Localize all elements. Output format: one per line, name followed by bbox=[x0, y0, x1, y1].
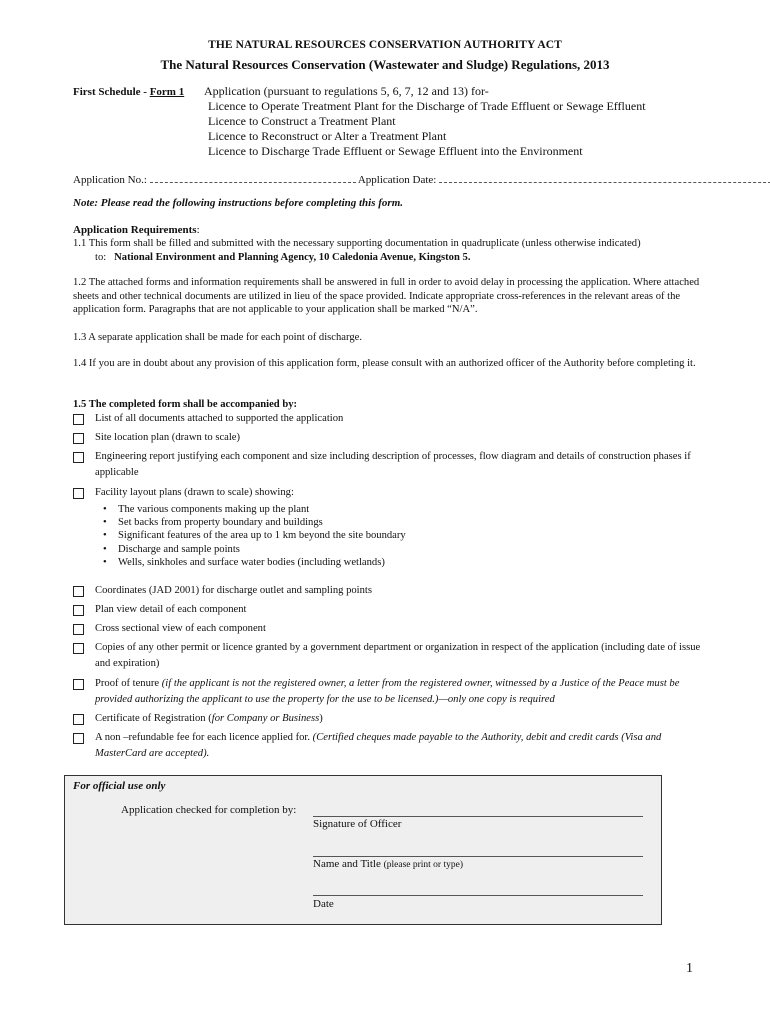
checkbox[interactable] bbox=[73, 586, 84, 597]
requirements-heading-text: Application Requirements bbox=[73, 224, 197, 236]
paragraph-1-2: 1.2 The attached forms and information requirements shall be answered in full in order to avoid delay in processing the application. Where attached sheets and other technical documents are utilized in lieu of the space provided. Indicate appropriate cross-references in the relevant areas of the application form. Paragraphs that are not applicable to your application shall be marked “N/A”. bbox=[73, 277, 700, 315]
checklist-item-label: Engineering report justifying each component and size including description of processes, flow diagram and details of construction phases if applicable bbox=[95, 451, 691, 478]
schedule-lines bbox=[204, 84, 646, 159]
bullet-text: Set backs from property boundary and buildings bbox=[118, 517, 323, 529]
checkbox[interactable] bbox=[73, 733, 84, 744]
bullet-text: Wells, sinkholes and surface water bodies (including wetlands) bbox=[118, 556, 385, 568]
name-title-line[interactable] bbox=[313, 856, 643, 857]
paragraph-1-4: 1.4 If you are in doubt about any provision of this application form, please consult with an authorized officer of the Authority before completing it. bbox=[73, 358, 696, 369]
checklist-item-note: (Certified cheques made payable to the Authority, debit and credit cards (Visa and MasterCard are accepted). bbox=[95, 732, 662, 759]
checkbox[interactable] bbox=[73, 714, 84, 725]
list-item bbox=[103, 529, 406, 542]
signature-line[interactable] bbox=[313, 816, 643, 817]
checkbox[interactable] bbox=[73, 452, 84, 463]
checkbox[interactable] bbox=[73, 679, 84, 690]
checklist-item-text: Proof of tenure bbox=[95, 678, 162, 689]
paragraph-1-5-heading: 1.5 The completed form shall be accompanied by: bbox=[73, 399, 298, 410]
bullet-text: Discharge and sample points bbox=[118, 543, 240, 555]
agency-address: National Environment and Planning Agency, 10 Caledonia Avenue, Kingston 5. bbox=[114, 251, 471, 263]
page-number: 1 bbox=[686, 961, 693, 976]
bullet-dot: • bbox=[103, 504, 107, 515]
schedule-line-intro: Application (pursuant to regulations 5, 6, 7, 12 and 13) for- bbox=[204, 84, 489, 98]
checklist-item-text: A non –refundable fee for each licence applied for. bbox=[95, 732, 313, 743]
act-title: THE NATURAL RESOURCES CONSERVATION AUTHORITY ACT bbox=[208, 39, 562, 51]
note-instructions: Note: Please read the following instructions before completing this form. bbox=[73, 197, 403, 209]
paragraph-1-1-address bbox=[73, 251, 705, 265]
schedule-line-construct: Licence to Construct a Treatment Plant bbox=[208, 114, 396, 128]
checklist-item-label: Site location plan (drawn to scale) bbox=[95, 432, 241, 443]
application-number-label: Application No.: bbox=[73, 174, 147, 186]
paragraph-1-1-text: 1.1 This form shall be filled and submitted with the necessary supporting documentation in quadruplicate (unless otherwise indicated) bbox=[73, 238, 641, 249]
checklist-item-label: Cross sectional view of each component bbox=[95, 623, 266, 634]
name-title-text: Name and Title bbox=[313, 858, 381, 870]
official-use-title: For official use only bbox=[73, 780, 166, 792]
checkbox[interactable] bbox=[73, 414, 84, 425]
checklist-item-text: Certificate of Registration ( bbox=[95, 713, 212, 724]
paragraph-1-3: 1.3 A separate application shall be made for each point of discharge. bbox=[73, 332, 362, 343]
checklist-item-suffix: ) bbox=[319, 713, 323, 724]
checklist-item-note: for Company or Business bbox=[211, 713, 320, 724]
checkbox[interactable] bbox=[73, 624, 84, 635]
checklist-item-label: Coordinates (JAD 2001) for discharge outlet and sampling points bbox=[95, 585, 372, 596]
list-item bbox=[103, 503, 406, 516]
checklist-item-label: List of all documents attached to supported the application bbox=[95, 413, 344, 424]
checklist-item-label bbox=[95, 711, 705, 727]
checklist-item-label: Facility layout plans (drawn to scale) showing: bbox=[95, 487, 294, 498]
schedule-line-discharge: Licence to Discharge Trade Effluent or Sewage Effluent into the Environment bbox=[208, 144, 583, 158]
application-number-field[interactable] bbox=[150, 172, 356, 183]
checkbox[interactable] bbox=[73, 488, 84, 499]
application-date-label: Application Date: bbox=[357, 174, 437, 186]
form-number: Form 1 bbox=[149, 86, 185, 98]
paragraph-1-1 bbox=[73, 237, 705, 264]
bullet-dot: • bbox=[103, 543, 107, 555]
to-label: to: bbox=[95, 251, 107, 263]
application-date-field[interactable] bbox=[439, 172, 770, 183]
list-item bbox=[103, 556, 406, 569]
checked-by-label: Application checked for completion by: bbox=[121, 804, 297, 816]
bullet-dot: • bbox=[103, 530, 107, 542]
requirements-heading-colon: : bbox=[196, 224, 200, 236]
application-line bbox=[73, 172, 770, 186]
schedule-line-operate: Licence to Operate Treatment Plant for the Discharge of Trade Effluent or Sewage Effluent bbox=[208, 99, 646, 113]
checkbox[interactable] bbox=[73, 643, 84, 654]
checkbox[interactable] bbox=[73, 605, 84, 616]
name-title-hint: (please print or type) bbox=[383, 860, 463, 870]
layout-plan-bullets bbox=[103, 503, 406, 569]
schedule-label bbox=[73, 86, 184, 98]
list-item bbox=[103, 543, 406, 556]
bullet-text: The various components making up the plant bbox=[118, 504, 310, 515]
checklist-item-label: Plan view detail of each component bbox=[95, 604, 247, 615]
checklist-item-label: Copies of any other permit or licence granted by a government department or organization in respect of the application (including date of issue and expiration) bbox=[95, 642, 701, 669]
official-use-box bbox=[64, 775, 662, 925]
list-item bbox=[103, 516, 406, 529]
date-line[interactable] bbox=[313, 895, 643, 896]
date-label: Date bbox=[313, 898, 334, 910]
requirements-heading bbox=[73, 224, 200, 236]
regulations-title: The Natural Resources Conservation (Wastewater and Sludge) Regulations, 2013 bbox=[160, 57, 610, 72]
name-title-label bbox=[313, 858, 463, 870]
bullet-dot: • bbox=[103, 556, 107, 568]
checklist-item-note: (if the applicant is not the registered owner, a letter from the registered owner, witnessed by a Justice of the Peace must be provided authorizing the applicant to use the property for the use to be licensed.)—only one copy is required bbox=[95, 678, 680, 705]
bullet-text: Significant features of the area up to 1 km beyond the site boundary bbox=[118, 530, 406, 542]
checklist-item-label bbox=[95, 676, 705, 708]
schedule-prefix: First Schedule - bbox=[73, 86, 150, 98]
bullet-dot: • bbox=[103, 517, 107, 529]
checklist-item-label bbox=[95, 730, 705, 762]
signature-label: Signature of Officer bbox=[313, 818, 402, 830]
schedule-line-reconstruct: Licence to Reconstruct or Alter a Treatment Plant bbox=[208, 129, 447, 143]
checkbox[interactable] bbox=[73, 433, 84, 444]
